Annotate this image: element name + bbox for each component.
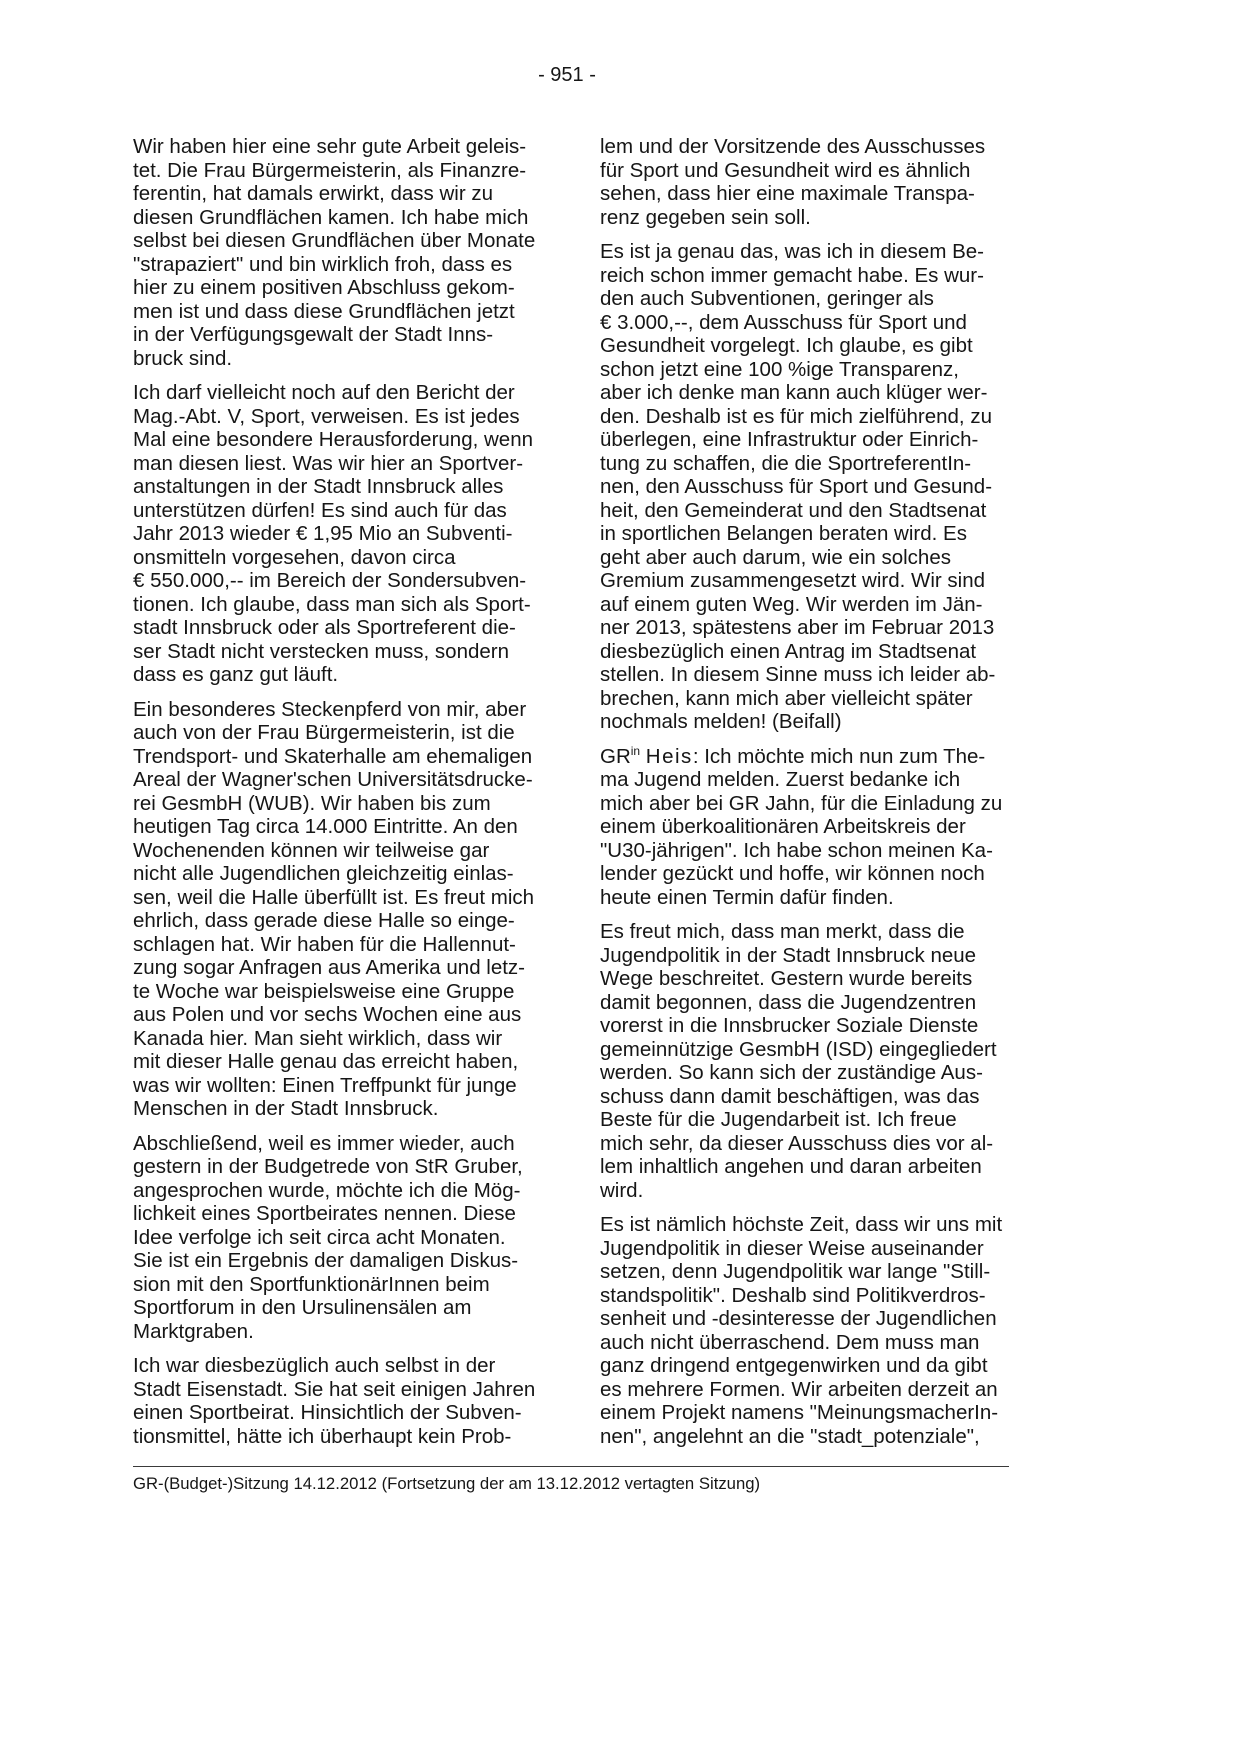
text-line: anstaltungen in der Stadt Innsbruck alles (133, 475, 504, 498)
text-line: Stadt Eisenstadt. Sie hat seit einigen Jahren (133, 1377, 536, 1401)
text-line: heit, den Gemeinderat und den Stadtsenat (600, 498, 987, 522)
text-line: Gesundheit vorgelegt. Ich glaube, es gibt (600, 334, 973, 357)
text-line-rest: : Ich möchte mich nun zum The- (692, 744, 986, 768)
text-line: einem überkoalitionären Arbeitskreis der (600, 815, 966, 838)
text-line: aus Polen und vor sechs Wochen eine aus (133, 1003, 522, 1026)
text-line: senheit und -desinteresse der Jugendlichen (600, 1307, 997, 1330)
text-line: schuss dann damit beschäftigen, was das (600, 1084, 980, 1108)
footer-text: GR-(Budget-)Sitzung 14.12.2012 (Fortsetzung der am 13.12.2012 vertagten Sitzung) (133, 1474, 761, 1493)
text-line: Wege beschreitet. Gestern wurde bereits (600, 967, 973, 990)
paragraph (133, 1354, 558, 1448)
text-line: standspolitik". Deshalb sind Politikverdros- (600, 1283, 986, 1307)
paragraph (600, 240, 1025, 734)
text-line: te Woche war beispielsweise eine Gruppe (133, 979, 515, 1003)
text-line: stellen. In diesem Sinne muss ich leider ab- (600, 663, 996, 686)
text-line: überlegen, eine Infrastruktur oder Einrich- (600, 428, 979, 451)
text-line: nen", angelehnt an die "stadt_potenziale", (600, 1424, 980, 1448)
text-line: Ich war diesbezüglich auch selbst in der (133, 1354, 496, 1377)
text-line: sen, weil die Halle überfüllt ist. Es freut mich (133, 885, 535, 909)
paragraph (600, 745, 1025, 910)
text-line: Gremium zusammengesetzt wird. Wir sind (600, 569, 986, 592)
text-line: Sie ist ein Ergebnis der damaligen Diskus- (133, 1249, 519, 1272)
text-line: lender gezückt und hoffe, wir können noch (600, 862, 985, 885)
text-line: in sportlichen Belangen beraten wird. Es (600, 522, 967, 545)
speaker-title-superscript: in (630, 743, 641, 758)
text-line: tung zu schaffen, die die SportreferentIn- (600, 451, 972, 475)
text-line: Menschen in der Stadt Innsbruck. (133, 1097, 439, 1120)
speaker-title: GR (600, 744, 631, 768)
text-line: diesen Grundflächen kamen. Ich habe mich (133, 205, 529, 229)
text-line: tet. Die Frau Bürgermeisterin, als Finanzre- (133, 158, 527, 182)
text-line: heute einen Termin dafür finden. (600, 885, 894, 909)
text-line: man diesen liest. Was wir hier an Sportver- (133, 451, 524, 475)
text-line: einen Sportbeirat. Hinsichtlich der Subven- (133, 1401, 522, 1424)
text-line: Idee verfolge ich seit circa acht Monaten. (133, 1225, 506, 1249)
text-line: Marktgraben. (133, 1319, 254, 1343)
text-line: dass es ganz gut läuft. (133, 663, 339, 686)
text-line: € 550.000,-- im Bereich der Sondersubven- (133, 569, 527, 592)
text-line: gemeinnützige GesmbH (ISD) eingegliedert (600, 1037, 997, 1061)
page-number: - 951 - (538, 64, 596, 86)
text-line: Wochenenden können wir teilweise gar (133, 838, 490, 862)
text-line: diesbezüglich einen Antrag im Stadtsenat (600, 639, 977, 663)
right-column (600, 135, 1025, 1459)
text-line: nicht alle Jugendlichen gleichzeitig einlas- (133, 862, 514, 885)
text-line: reich schon immer gemacht habe. Es wur- (600, 263, 984, 287)
text-line: € 3.000,--, dem Ausschuss für Sport und (600, 310, 967, 334)
text-line: es mehrere Formen. Wir arbeiten derzeit an (600, 1377, 998, 1401)
text-line: gestern in der Budgetrede von StR Gruber, (133, 1155, 523, 1178)
text-line: vorerst in die Innsbrucker Soziale Dienste (600, 1014, 979, 1037)
text-line: werden. So kann sich der zuständige Aus- (600, 1061, 983, 1084)
text-line: "U30-jährigen". Ich habe schon meinen Ka- (600, 838, 993, 862)
text-line: wird. (600, 1178, 644, 1202)
text-line: rei GesmbH (WUB). Wir haben bis zum (133, 791, 491, 815)
text-line: ferentin, hat damals erwirkt, dass wir zu (133, 182, 494, 205)
text-line: Jahr 2013 wieder € 1,95 Mio an Subventi- (133, 522, 513, 545)
text-line: lem und der Vorsitzende des Ausschusses (600, 135, 986, 158)
text-line: Ich darf vielleicht noch auf den Bericht der (133, 381, 515, 404)
paragraph (133, 135, 558, 370)
text-line: Mal eine besondere Herausforderung, wenn (133, 428, 534, 451)
text-line: aber ich denke man kann auch klüger wer- (600, 381, 988, 404)
text-line: sion mit den SportfunktionärInnen beim (133, 1272, 490, 1296)
text-line: stadt Innsbruck oder als Sportreferent die- (133, 616, 516, 639)
text-line: nen, den Ausschuss für Sport und Gesund- (600, 475, 993, 498)
text-line: Jugendpolitik in dieser Weise auseinander (600, 1236, 984, 1260)
text-line: was wir wollten: Einen Treffpunkt für junge (133, 1073, 517, 1097)
text-line: in der Verfügungsgewalt der Stadt Inns- (133, 323, 494, 346)
speaker-name: Heis (645, 744, 693, 768)
paragraph (600, 135, 1025, 229)
text-line: Sportforum in den Ursulinensälen am (133, 1296, 472, 1319)
text-line: lichkeit eines Sportbeirates nennen. Diese (133, 1202, 516, 1225)
text-line: mich sehr, da dieser Ausschuss dies vor al- (600, 1131, 994, 1155)
text-line: unterstützen dürfen! Es sind auch für das (133, 498, 507, 522)
text-line: den auch Subventionen, geringer als (600, 287, 934, 310)
text-line: tionen. Ich glaube, dass man sich als Sport- (133, 592, 531, 616)
text-line: nochmals melden! (Beifall) (600, 710, 842, 733)
text-line: Mag.-Abt. V, Sport, verweisen. Es ist jedes (133, 404, 520, 428)
text-line: Ein besonderes Steckenpferd von mir, aber (133, 697, 527, 721)
text-line: "strapaziert" und bin wirklich froh, dass es (133, 252, 513, 276)
text-line: ner 2013, spätestens aber im Februar 2013 (600, 616, 995, 639)
text-line: Jugendpolitik in der Stadt Innsbruck neue (600, 943, 977, 967)
text-line: sehen, dass hier eine maximale Transpa- (600, 182, 975, 205)
text-line: tionsmittel, hätte ich überhaupt kein Prob- (133, 1424, 512, 1448)
paragraph (133, 381, 558, 687)
text-line: Beste für die Jugendarbeit ist. Ich freue (600, 1108, 957, 1131)
text-line: schlagen hat. Wir haben für die Hallennut- (133, 932, 516, 956)
text-line: Es freut mich, dass man merkt, dass die (600, 920, 965, 943)
paragraph (133, 1132, 558, 1344)
text-line: auch nicht überraschend. Dem muss man (600, 1330, 980, 1354)
text-line: heutigen Tag circa 14.000 Eintritte. An den (133, 815, 518, 838)
text-line: für Sport und Gesundheit wird es ähnlich (600, 158, 971, 182)
text-line: lem inhaltlich angehen und daran arbeiten (600, 1155, 982, 1178)
text-line: angesprochen wurde, möchte ich die Mög- (133, 1178, 521, 1202)
text-line: schon jetzt eine 100 %ige Transparenz, (600, 357, 959, 381)
text-line: setzen, denn Jugendpolitik war lange "Still- (600, 1260, 991, 1283)
text-line: onsmitteln vorgesehen, davon circa (133, 545, 456, 569)
text-line: ma Jugend melden. Zuerst bedanke ich (600, 768, 961, 791)
text-line: auch von der Frau Bürgermeisterin, ist die (133, 721, 515, 744)
text-line: Wir haben hier eine sehr gute Arbeit geleis- (133, 135, 527, 158)
text-line: bruck sind. (133, 346, 233, 370)
text-line: damit begonnen, dass die Jugendzentren (600, 990, 977, 1014)
paragraph (133, 698, 558, 1121)
text-line: selbst bei diesen Grundflächen über Monate (133, 229, 536, 252)
text-line: Areal der Wagner'schen Universitätsdrucke- (133, 768, 533, 791)
text-line: Kanada hier. Man sieht wirklich, dass wir (133, 1026, 503, 1050)
text-line: Abschließend, weil es immer wieder, auch (133, 1131, 515, 1155)
text-line: einem Projekt namens "MeinungsmacherIn- (600, 1401, 999, 1424)
text-line: zung sogar Anfragen aus Amerika und letz- (133, 956, 526, 979)
left-column (133, 135, 558, 1459)
text-line: ganz dringend entgegenwirken und da gibt (600, 1354, 988, 1377)
text-line: auf einem guten Weg. Wir werden im Jän- (600, 592, 983, 616)
text-line: den. Deshalb ist es für mich zielführend, zu (600, 404, 992, 428)
text-line: mit dieser Halle genau das erreicht haben, (133, 1050, 519, 1073)
text-line: Es ist nämlich höchste Zeit, dass wir uns mit (600, 1213, 1003, 1236)
text-line: brechen, kann mich aber vielleicht später (600, 686, 973, 710)
text-line: hier zu einem positiven Abschluss gekom- (133, 276, 515, 299)
text-line: ser Stadt nicht verstecken muss, sondern (133, 639, 510, 663)
text-line: ehrlich, dass gerade diese Halle so einge- (133, 909, 515, 932)
text-line: Trendsport- und Skaterhalle am ehemaligen (133, 744, 533, 768)
text-line (600, 745, 1025, 769)
paragraph (600, 1213, 1025, 1448)
text-line: renz gegeben sein soll. (600, 205, 811, 229)
text-line: Es ist ja genau das, was ich in diesem Be- (600, 240, 984, 263)
paragraph (600, 920, 1025, 1202)
footer-rule (133, 1466, 1009, 1467)
text-line: men ist und dass diese Grundflächen jetzt (133, 299, 515, 323)
text-line: mich aber bei GR Jahn, für die Einladung zu (600, 791, 1003, 815)
text-line: geht aber auch darum, wie ein solches (600, 545, 951, 569)
